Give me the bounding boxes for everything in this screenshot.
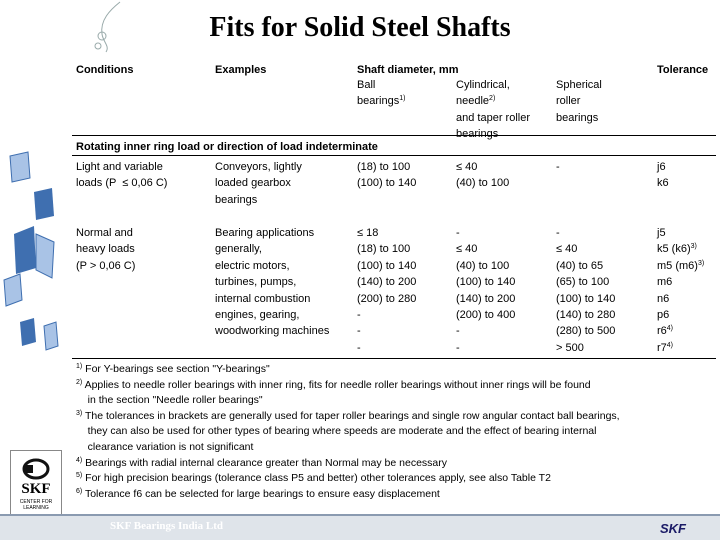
footnotes-divider bbox=[72, 358, 716, 359]
logo-text: SKF bbox=[21, 481, 51, 497]
section-heading: Rotating inner ring load or direction of load indeterminate bbox=[76, 141, 378, 153]
group2-ball-diameters: ≤ 18 (18) to 100 (100) to 140 (140) to 200 (200) to 280 - - - bbox=[357, 227, 417, 354]
header-conditions: Conditions bbox=[76, 64, 134, 76]
group1-sph-diameters: - bbox=[556, 161, 560, 173]
footnotes: $^{1)}$ For Y-bearings see section "Y-bearings" $^{2)}$ Applies to needle roller bearings with inner ring, fits for needle roller bearings without inner rings will be found in the section "Needle roller bearings" $^{3)}$ The tolerances in brackets are generally used for taper roller bearings and single row angular contact ball bearings, they can also be used for other types of bearing where speeds are moderate and the effect of bearing internal clearance variation is not significant $^{4)}$ Bearings with radial internal clearance greater than Normal may be necessary $^{5)}$ For high precision bearings (tolerance class P5 and better) other tolerances apply, see also Table T2 $^{6)}$ Tolerance f6 can be selected for large bearings to ensure easy displacement bbox=[76, 363, 620, 500]
group2-sph-diameters: - ≤ 40 (40) to 65 (65) to 100 (100) to 140 (140) to 280 (280) to 500 > 500 bbox=[556, 227, 616, 354]
header-examples: Examples bbox=[215, 64, 267, 76]
group2-tolerances: j5 k5 $(k6)^{3)}$ m5 $(m6)^{3)}$ m6 n6 p6 r6$^{4)}$ r7$^{4)}$ bbox=[657, 227, 705, 354]
skf-learning-center-logo bbox=[10, 450, 62, 518]
header-divider bbox=[72, 135, 716, 136]
group2-examples: Bearing applications generally, electric motors, turbines, pumps, internal combustion engines, gearing, woodworking machines bbox=[215, 227, 330, 338]
footer-company: SKF Bearings India Ltd bbox=[110, 520, 223, 532]
subheader-ball-bearings: Ball bearings$^{1)}$ bbox=[357, 79, 406, 108]
header-shaft-diameter: Shaft diameter, mm bbox=[357, 64, 459, 76]
decorative-book-icons bbox=[0, 150, 68, 450]
logo-subtext: CENTER FOR LEARNING bbox=[19, 499, 53, 511]
group1-cyl-diameters: ≤ 40 (40) to 100 bbox=[456, 161, 510, 190]
slide-title: Fits for Solid Steel Shafts bbox=[209, 12, 511, 43]
group1-conditions: Light and variable loads (P ≤ 0,06 C) bbox=[76, 161, 168, 190]
section-divider bbox=[72, 155, 716, 156]
group2-conditions: Normal and heavy loads (P > 0,06 C) bbox=[76, 227, 136, 272]
group1-examples: Conveyors, lightly loaded gearbox bearings bbox=[215, 161, 302, 206]
header-tolerance: Tolerance bbox=[657, 64, 709, 76]
footer-bar bbox=[0, 516, 720, 540]
group1-ball-diameters: (18) to 100 (100) to 140 bbox=[357, 161, 417, 190]
subheader-cylindrical-bearings: Cylindrical, needle$^{2)}$ and taper roller bearings bbox=[456, 79, 530, 141]
group1-tolerances: j6 k6 bbox=[657, 161, 669, 190]
subheader-spherical-bearings: Spherical roller bearings bbox=[556, 79, 602, 124]
group2-cyl-diameters: - ≤ 40 (40) to 100 (100) to 140 (140) to 200 (200) to 400 - - bbox=[456, 227, 516, 354]
skf-brand-logo: SKF bbox=[660, 521, 686, 536]
